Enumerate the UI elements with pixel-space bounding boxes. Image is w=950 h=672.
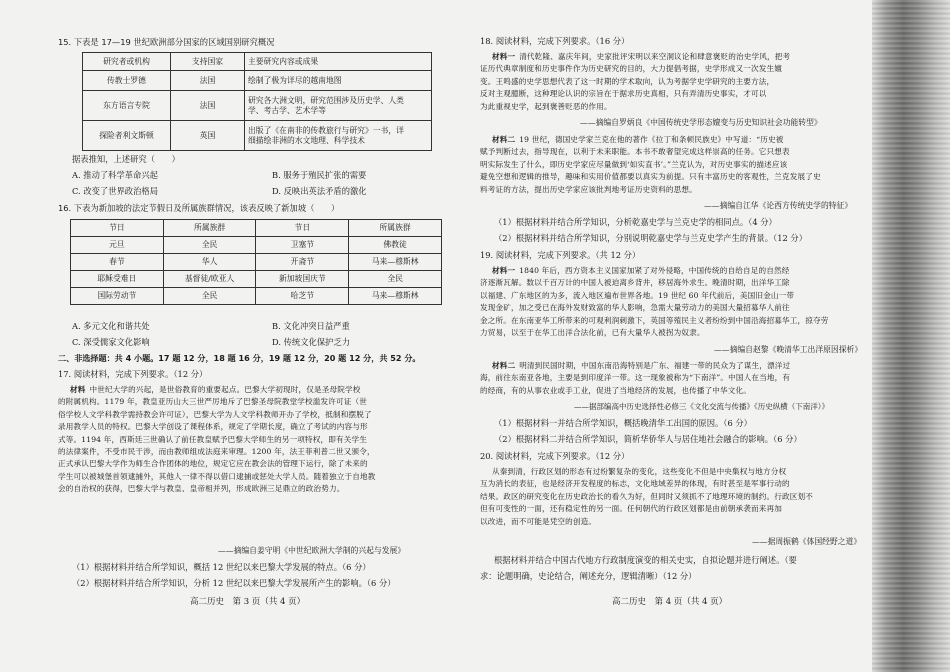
q20-material-line: 以改进，而不可能是凭空的创造。: [480, 516, 597, 526]
q16-option-d: D. 传统文化保护乏力: [272, 337, 351, 347]
q16-header: 节日: [71, 220, 164, 237]
q16-stem: 16. 下表为新加坡的法定节假日及所属族群情况，该表反映了新加坡（ ）: [58, 203, 340, 213]
q16-cell: 华人: [163, 254, 256, 271]
q18-material2-line: 料考证的方法，提出历史学家应该批判地考证历史资料的思想。: [480, 184, 697, 194]
q15-cell: 绘制了极为详尽的越南地图: [245, 71, 432, 91]
page-footer: 高二历史 第 3 页（共 4 页）: [190, 597, 306, 607]
q15-cell-line: 研究各大洲文明，研究范围涉及历史学、人类: [248, 95, 404, 105]
q16-header: 所属族群: [349, 220, 442, 237]
q15-cell-multiline: [245, 91, 432, 121]
q16-cell: 卫塞节: [256, 237, 349, 254]
q16-cell: 马来—穆斯林: [349, 288, 442, 305]
q15-header: 主要研究内容或成果: [245, 53, 432, 71]
q18-source-1: ——摘编自罗炳良《中国传统史学形态嬗变与历史知识社会功能转型》: [580, 118, 822, 127]
q19-material1-label: 材料一: [492, 266, 516, 275]
q18-question-2: （2）根据材料并结合所学知识，分别说明乾嘉史学与兰克史学产生的背景。（12 分）: [494, 233, 808, 243]
q19-material2-text: 明清到民国时期，中国东南沿海特别是广东、福建一带的民众为了谋生，漂洋过: [519, 361, 791, 370]
page-footer: 高二历史 第 4 页（共 4 页）: [612, 597, 728, 607]
q17-question-1: （1）根据材料并结合所学知识，概括 12 世纪以来巴黎大学发展的特点。（6 分）: [72, 562, 371, 572]
q19-material2-line: 海，前往东南亚各地，主要是到印度洋一带。这一现象被称为“下南洋”。中国人在当地，有: [480, 373, 791, 383]
scanner-noise: [872, 0, 950, 672]
q20-task-line: 求：论题明确，史论结合，阐述充分，逻辑清晰）（12 分）: [480, 571, 697, 581]
q18-material1-label: 材料一: [492, 52, 516, 61]
q17-material-line: [58, 384, 428, 396]
q20-task-line: 根据材料并结合中国古代地方行政制度演变的相关史实，自拟论题并进行阐述。（要: [494, 555, 797, 565]
q15-cell-line: 学、考古学、艺术学等: [248, 105, 326, 115]
q19-material2-line: [480, 360, 872, 372]
q19-question-2: （2）根据材料二并结合所学知识，简析华侨华人与居住地社会融合的影响。（6 分）: [494, 434, 802, 444]
q18-material2-line: 赋予判断过去，指导现在，以利于未来职能。本书不敢奢望完成这样崇高的任务。它只想表: [480, 147, 790, 157]
q17-source: ——摘编自姜守明《中世纪欧洲大学制的兴起与发展》: [218, 546, 406, 555]
q15-cell-line: 出版了《在南非的传教旅行与研究》一书，详: [248, 125, 404, 135]
q17-material-line: 俗学校人文学科教学需持教会许可证），巴黎大学为人文学科教师开办了学校，抵制和摆脱了: [58, 409, 372, 419]
q17-material-line: 学生可以被城堡首领逮捕外，其他人一律不得以借口逮捕或惩处大学人员。随着独立于自地教: [58, 471, 376, 481]
q20-stem: 20. 阅读材料，完成下列要求。（12 分）: [480, 451, 630, 461]
q18-material1-line: 变。王鸣盛的史学思想代表了这一时期的学术取向，认为考据学史学研究的主要方法，: [480, 76, 775, 86]
q18-material2-line: 明实际发生了什么，即历史学家应尽量做到‘如实直书’。”兰克认为，对历史事实的描述应该: [480, 159, 788, 169]
q20-material-line: 但有可变性的一面，还有稳定性的另一面。任何朝代的行政区划都是由前朝承袭而来再加: [480, 504, 783, 514]
q17-material-text: 中世纪大学的兴起，是世俗教育的重要起点。巴黎大学初现时，仅是圣母院学校: [89, 385, 361, 394]
q20-material: [480, 466, 872, 528]
exam-page-4: [462, 0, 872, 672]
q17-material-line: 正式承认巴黎大学作为师生合作团体的地位，规定它应在教会法的管理下运行，除了未来的: [58, 459, 368, 469]
q18-stem: 18. 阅读材料，完成下列要求。（16 分）: [480, 36, 630, 46]
q15-cell: 法国: [171, 71, 245, 91]
q19-material1-line: 济逐渐瓦解。数以千百万计的中国人被迫离乡背井，移居海外求生。晚清时期，出洋华工除: [480, 278, 790, 288]
q15-cell-multiline: [245, 121, 432, 151]
q17-material-line: 的法律案件，不受市民干涉，而由教师组成法庭来审理。1200 年，法王菲利普二世又颁令，: [58, 447, 375, 457]
section-2-heading: 二、非选择题：共 4 小题。17 题 12 分，18 题 16 分，19 题 12 分，20 题 12 分，共 52 分。: [58, 353, 421, 363]
q18-material1-line: [480, 51, 872, 63]
q16-cell: 耶稣受难日: [71, 271, 164, 288]
q15-option-b: B. 服务于殖民扩张的需要: [272, 170, 367, 180]
q18-source-2: ——摘编自江华《论西方传统史学的特征》: [704, 201, 853, 210]
q15-header: 研究者或机构: [83, 53, 171, 71]
q18-material-2: [480, 134, 872, 196]
q19-source-2: ——据部编高中历史选择性必修三《文化交流与传播》《历史纵横（下南洋）》: [574, 402, 829, 411]
q18-material1-line: 证历代典章制度和历史事件作为历史研究的目的，大力提倡考据，史学形成又一次发生嬗: [480, 64, 783, 74]
q16-cell: 马来—穆斯林: [349, 254, 442, 271]
q15-cell: 东方语言专院: [83, 91, 171, 121]
q18-material2-label: 材料二: [492, 135, 516, 144]
q16-option-c: C. 深受儒家文化影响: [72, 337, 150, 347]
q16-cell: 春节: [71, 254, 164, 271]
q18-material2-text: 19 世纪，德国史学家兰克在他的著作《拉丁和条顿民族史》中写道：“历史被: [519, 135, 784, 144]
q18-material2-line: [480, 134, 872, 146]
q19-stem: 19. 阅读材料，完成下列要求。（共 12 分）: [480, 250, 641, 260]
q15-option-d: D. 反映出英法矛盾的激化: [272, 186, 367, 196]
q20-material-line: 结果。政区的研究变化在历史政治长的看久为好，但同时又须抓不了地理环境的制约。行政区划不: [480, 491, 813, 501]
q18-material1-line: 为此重视史学，起到褒善贬恶的作用。: [480, 101, 612, 111]
q15-cell: 探险者利文斯顿: [83, 121, 171, 151]
q15-cell: 英国: [171, 121, 245, 151]
exam-page-3: [0, 0, 462, 672]
q16-cell: 全民: [163, 237, 256, 254]
q16-cell: 全民: [349, 271, 442, 288]
q15-prompt: 据表推知，上述研究（ ）: [72, 154, 180, 164]
q17-material-label: 材料: [70, 385, 86, 394]
q15-table: [82, 52, 432, 151]
q18-material1-line: 反对主观臆断，这种理论认识的宗旨在于据求历史真相，只有弄清历史事实，才可以: [480, 89, 767, 99]
q17-material-line: 式等。1194 年，西斯廷三世确认了前任教皇赋予巴黎大学师生的另一项特权，即有关学生: [58, 434, 368, 444]
q19-material1-line: 以福建、广东地区的为多，流入地区遍布世界各地。19 世纪 60 年代前后，美国旧金山一带: [480, 290, 795, 300]
q16-cell: 佛教徒: [349, 237, 442, 254]
q17-material-line: 的附属机构。1179 年，教皇亚历山大三世严厉地斥了巴黎圣母院教堂学校滥发许可证（世: [58, 397, 368, 407]
q15-header: 支持国家: [171, 53, 245, 71]
q16-cell: 哈芝节: [256, 288, 349, 305]
q19-material2-line: 的经商，有的从事农业或手工业，促进了当地经济的发展，也传播了中华文化。: [480, 385, 752, 395]
q19-material1-text: 1840 年后，西方资本主义国家加紧了对外侵略，中国传统的自给自足的自然经: [519, 266, 790, 275]
q15-cell: 传教士罗德: [83, 71, 171, 91]
q18-material1-text: 清代乾隆、嘉庆年间，史家批评宋明以来空洞议论和肆意褒贬的治史学风，把考: [519, 52, 791, 61]
q19-material-1: [480, 265, 872, 339]
q16-cell: 基督徒/欧亚人: [163, 271, 256, 288]
q20-source: ——据周振鹤《体国经野之道》: [752, 537, 862, 546]
q20-material-line: 从秦到清，行政区划的形态有过纷繁复杂的变化，这些变化不但是中央集权与地方分权: [492, 467, 787, 476]
q16-header: 节日: [256, 220, 349, 237]
q17-material: [58, 384, 428, 496]
q15-option-a: A. 推动了科学革命兴起: [72, 170, 158, 180]
q16-option-b: B. 文化冲突日益严重: [272, 321, 350, 331]
q19-material1-line: 发现金矿，加之受已在海外发财致富的华人影响，急需大量劳动力的美国大量招募华人前往: [480, 303, 790, 313]
q19-material2-label: 材料二: [492, 361, 516, 370]
q16-cell: 元旦: [71, 237, 164, 254]
q16-cell: 国际劳动节: [71, 288, 164, 305]
q18-question-1: （1）根据材料并结合所学知识，分析乾嘉史学与兰克史学的相同点。（4 分）: [494, 217, 777, 227]
q15-cell-line: 细描绘非洲的水文地理、科学技术: [248, 135, 365, 145]
q15-option-c: C. 改变了世界政治格局: [72, 186, 158, 196]
q17-material-line: 录用教学人员的特权。巴黎大学创设了课程体系，规定了学期长度，确立了考试的内容与形: [58, 422, 368, 432]
q20-material-line: 互为消长的表征，也是经济开发程度的标志，文化地域差异的体现，有时甚至是军事行动的: [480, 479, 790, 489]
q19-source-1: ——摘编自赵黎《晚清华工出洋原因探析》: [714, 345, 863, 354]
q16-cell: 新加坡国庆节: [256, 271, 349, 288]
q16-cell: 全民: [163, 288, 256, 305]
q19-question-1: （1）根据材料一并结合所学知识，概括晚清华工出国的原因。（6 分）: [494, 418, 752, 428]
q15-stem: 15. 下表是 17—19 世纪欧洲部分国家的区域国别研究概况: [58, 37, 275, 47]
q17-question-2: （2）根据材料并结合所学知识，分析 12 世纪以来巴黎大学发展所产生的影响。（6 分）: [72, 578, 396, 588]
q19-material1-line: 力贸易，以至于在华工出洋合法化前，已有大量华人被拐为奴隶。: [480, 328, 705, 338]
q16-header: 所属族群: [163, 220, 256, 237]
q19-material1-line: [480, 265, 872, 277]
q15-cell: 法国: [171, 91, 245, 121]
q16-option-a: A. 多元文化和谐共处: [72, 321, 150, 331]
q16-cell: 开斋节: [256, 254, 349, 271]
q18-material-1: [480, 51, 872, 113]
q17-stem: 17. 阅读材料，完成下列要求。（12 分）: [58, 369, 208, 379]
q17-material-line: 会的自治权的获得，巴黎大学与教皇、皇帝相并列，形成欧洲三足鼎立的政治势力。: [58, 484, 345, 494]
q19-material1-line: 金之所。在东南亚华工所带来的可观利润刺激下，英国等殖民主义者纷纷到中国沿海招募华工，掠夺劳: [480, 315, 829, 325]
q18-material2-line: 避免空想和逻辑的推导，趣味和实用价值都要以真实为前提。只有丰富历史的客观性，兰克发展了史: [480, 172, 821, 182]
q16-table: [70, 219, 442, 305]
q19-material-2: [480, 360, 872, 397]
scanner-edge-shadow: [872, 0, 950, 672]
